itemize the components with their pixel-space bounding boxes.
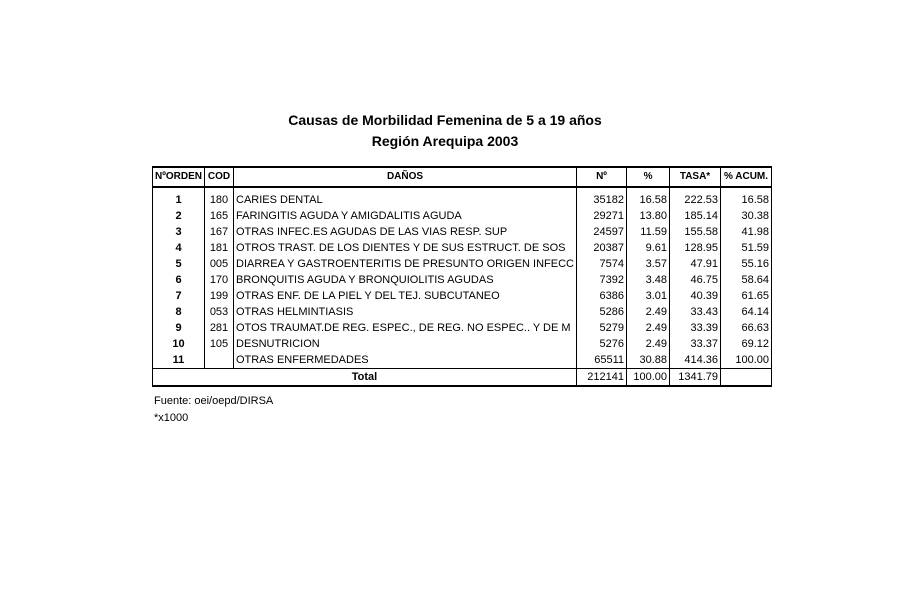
cell-orden: 11	[153, 352, 205, 369]
cell-num: 29271	[577, 208, 627, 224]
cell-tasa: 47.91	[670, 256, 721, 272]
cell-tasa: 155.58	[670, 224, 721, 240]
morbidity-table	[152, 166, 772, 387]
header-num: Nº	[577, 167, 627, 187]
cell-pct: 30.88	[627, 352, 670, 369]
total-tasa: 1341.79	[670, 369, 721, 387]
cell-acum: 16.58	[721, 192, 772, 208]
cell-danos: DESNUTRICION	[234, 336, 577, 352]
cell-danos: FARINGITIS AGUDA Y AMIGDALITIS AGUDA	[234, 208, 577, 224]
total-pct: 100.00	[627, 369, 670, 387]
total-acum	[721, 369, 772, 387]
cell-cod: 170	[205, 272, 234, 288]
cell-cod: 105	[205, 336, 234, 352]
cell-orden: 5	[153, 256, 205, 272]
cell-pct: 2.49	[627, 336, 670, 352]
cell-pct: 3.57	[627, 256, 670, 272]
cell-num: 65511	[577, 352, 627, 369]
table-row	[153, 208, 772, 224]
cell-num: 5286	[577, 304, 627, 320]
cell-danos: OTRAS HELMINTIASIS	[234, 304, 577, 320]
table-row	[153, 192, 772, 208]
cell-tasa: 33.43	[670, 304, 721, 320]
cell-acum: 55.16	[721, 256, 772, 272]
cell-acum: 64.14	[721, 304, 772, 320]
source-footnote: Fuente: oei/oepd/DIRSA	[154, 395, 274, 407]
cell-orden: 4	[153, 240, 205, 256]
table-row	[153, 272, 772, 288]
cell-cod: 180	[205, 192, 234, 208]
cell-pct: 9.61	[627, 240, 670, 256]
cell-cod: 281	[205, 320, 234, 336]
cell-danos: OTRAS ENF. DE LA PIEL Y DEL TEJ. SUBCUTANEO	[234, 288, 577, 304]
header-pct: %	[627, 167, 670, 187]
cell-tasa: 414.36	[670, 352, 721, 369]
cell-cod: 005	[205, 256, 234, 272]
cell-num: 24597	[577, 224, 627, 240]
cell-acum: 61.65	[721, 288, 772, 304]
total-label: Total	[153, 369, 577, 387]
cell-num: 5276	[577, 336, 627, 352]
cell-tasa: 33.39	[670, 320, 721, 336]
table-row	[153, 224, 772, 240]
cell-danos: CARIES DENTAL	[234, 192, 577, 208]
cell-tasa: 46.75	[670, 272, 721, 288]
header-danos: DAÑOS	[234, 167, 577, 187]
cell-cod: 053	[205, 304, 234, 320]
cell-cod: 181	[205, 240, 234, 256]
cell-orden: 9	[153, 320, 205, 336]
cell-pct: 13.80	[627, 208, 670, 224]
cell-orden: 1	[153, 192, 205, 208]
cell-danos: BRONQUITIS AGUDA Y BRONQUIOLITIS AGUDAS	[234, 272, 577, 288]
table-row	[153, 240, 772, 256]
cell-num: 7574	[577, 256, 627, 272]
cell-acum: 69.12	[721, 336, 772, 352]
cell-tasa: 128.95	[670, 240, 721, 256]
cell-num: 35182	[577, 192, 627, 208]
cell-acum: 100.00	[721, 352, 772, 369]
cell-acum: 30.38	[721, 208, 772, 224]
cell-pct: 16.58	[627, 192, 670, 208]
table-row	[153, 352, 772, 369]
table-header-row	[153, 167, 772, 187]
table-row	[153, 256, 772, 272]
cell-num: 7392	[577, 272, 627, 288]
cell-num: 6386	[577, 288, 627, 304]
rate-footnote: *x1000	[154, 412, 189, 424]
cell-pct: 3.48	[627, 272, 670, 288]
cell-orden: 2	[153, 208, 205, 224]
cell-pct: 11.59	[627, 224, 670, 240]
title-line-2: Región Arequipa 2003	[371, 133, 519, 149]
table-row	[153, 336, 772, 352]
report-title	[150, 110, 740, 152]
cell-cod: 165	[205, 208, 234, 224]
cell-orden: 10	[153, 336, 205, 352]
cell-tasa: 222.53	[670, 192, 721, 208]
cell-tasa: 40.39	[670, 288, 721, 304]
cell-acum: 66.63	[721, 320, 772, 336]
cell-danos: DIARREA Y GASTROENTERITIS DE PRESUNTO ORIGEN INFECC	[234, 256, 577, 272]
total-num: 212141	[577, 369, 627, 387]
header-cod: COD	[205, 167, 234, 187]
cell-num: 20387	[577, 240, 627, 256]
header-orden: NºORDEN	[153, 167, 205, 187]
cell-danos: OTROS TRAST. DE LOS DIENTES Y DE SUS ESTRUCT. DE SOS	[234, 240, 577, 256]
cell-num: 5279	[577, 320, 627, 336]
cell-acum: 41.98	[721, 224, 772, 240]
cell-orden: 8	[153, 304, 205, 320]
cell-danos: OTRAS INFEC.ES AGUDAS DE LAS VIAS RESP. SUP	[234, 224, 577, 240]
cell-cod	[205, 352, 234, 369]
cell-tasa: 185.14	[670, 208, 721, 224]
table-row	[153, 304, 772, 320]
cell-danos: OTRAS ENFERMEDADES	[234, 352, 577, 369]
table-row	[153, 320, 772, 336]
cell-orden: 6	[153, 272, 205, 288]
cell-danos: OTOS TRAUMAT.DE REG. ESPEC., DE REG. NO ESPEC.. Y DE M	[234, 320, 577, 336]
header-acum: % ACUM.	[721, 167, 772, 187]
cell-pct: 3.01	[627, 288, 670, 304]
cell-tasa: 33.37	[670, 336, 721, 352]
cell-acum: 51.59	[721, 240, 772, 256]
cell-pct: 2.49	[627, 320, 670, 336]
cell-cod: 199	[205, 288, 234, 304]
header-tasa: TASA*	[670, 167, 721, 187]
title-line-1: Causas de Morbilidad Femenina de 5 a 19 años	[288, 112, 602, 128]
table-total-row	[153, 369, 772, 387]
cell-orden: 7	[153, 288, 205, 304]
table-row	[153, 288, 772, 304]
cell-cod: 167	[205, 224, 234, 240]
cell-pct: 2.49	[627, 304, 670, 320]
cell-orden: 3	[153, 224, 205, 240]
cell-acum: 58.64	[721, 272, 772, 288]
